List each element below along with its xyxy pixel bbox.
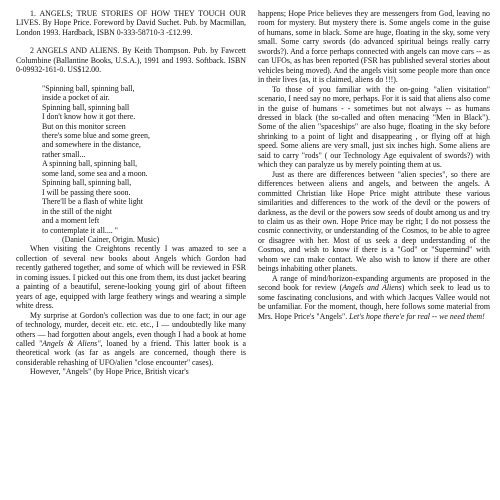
body-paragraph: happens; Hope Price believes they are messengers from God, leaving no room for mystery. But mystery there is. Some angels come in the guise of humans, some in black. Some are huge, floating in the sky, some very small. Some carry swords (do advanced spiritual beings really carry swords?). And a force perhaps connected with angels can move cars -- as can UFOs, as has been reported (FSR has published several stories about vehicles being moved). And the angels visit some people more than once in their lives (as, it is claimed, aliens do !!!). (258, 9, 490, 85)
poem-line: There'll be a flash of white light (42, 197, 143, 207)
body-paragraph: When visiting the Creightons recently I was amazed to see a collection of several new books about Angels which Gordon had recently gathered together, and some of which will be reviewed in FSR in coming issues. I picked out this one from them, its dust jacket bearing a painting of a beautiful, serene-looking young girl of about fifteen years of age, equipped with large feathery wings and wearing a simple white dress. (16, 244, 246, 311)
poem-line: But on this monitor screen (42, 121, 126, 131)
poem-line: I don't know how it got there. (42, 112, 136, 122)
book-title-italic: Angels and Aliens (342, 283, 402, 293)
body-paragraph (258, 274, 490, 321)
right-column (258, 9, 490, 321)
paragraph-text: A range of mind/horizon-expanding arguments are proposed in the second book for review ( (258, 273, 490, 293)
book-title-italic: "Angels & Aliens" (38, 338, 101, 348)
poem-credit: (Daniel Cainer, Origin. Music) (62, 234, 160, 244)
poem-line: in the still of the night (42, 206, 112, 216)
poem-line: rather small... (42, 149, 86, 159)
paragraph-text: My surprise at Gordon's collection was due to one fact; in our age of technology, murder, deceit etc. etc. etc., I — undoubtedly like many others — had forgotten about angels, even though I had a book at home called (16, 310, 246, 348)
body-paragraph: Just as there are differences between "alien species", so there are differences between aliens and angels, and between the angels. A committed Christian like Hope Price might attribute these various similarities and differences to the work of the devil or the powers of darkness, as the devil or the powers sow seeds of doubt among us and try to claim us as their own. Hope Price may be right; I do not possess the cosmic connectivity, or understanding of the Cosmos, to be able to agree or disagree with her. Most of us seek a deep understanding of the Cosmos, and wish to know if there is a "God" or "Supermind" with whom we can make contact. We also wish to know if there are other beings inhabiting other planets. (258, 169, 490, 274)
body-paragraph: To those of you familiar with the on-going "alien visitation" scenario, I need say no more, perhaps. For it is said that aliens also come in the guise of humans - - sometimes but not always -- as humans dressed in black (the so-called and often menacing "Men in Black"). Some of the alien "spaceships" are also huge, floating in the sky before shrinking to a point of light and disappearing , or flying off at high speed. Some aliens are very small, just six inches high. Some aliens are said to carry "rods" ( our Technology Age equivalent of swords?) with which they can paralyze us by merely pointing them at us. (258, 84, 490, 170)
left-column (16, 9, 246, 377)
body-paragraph (16, 311, 246, 368)
poem-quote (16, 84, 246, 245)
poem-line: Spinning ball, spinning ball (42, 102, 130, 112)
poem-line: and a moment left (42, 216, 100, 226)
paragraph-text: ) which seek to lead us to some fascinating conclusions, and with which Jacques Vallee would not be unfamiliar. For the moment, though, here follows some material from Mrs. Hope Price's "Angels". (258, 283, 490, 321)
closing-remark-italic: Let's hope there'e for real -- we need them! (349, 311, 485, 321)
body-paragraph: However, "Angels" (by Hope Price, British vicar's (30, 367, 189, 377)
poem-line: some land, some sea and a moon. (42, 168, 148, 178)
poem-line: A spinning ball, spinning ball, (42, 159, 138, 169)
poem-line: there's some blue and some green, (42, 130, 150, 140)
poem-line: to contemplate it all.... " (42, 225, 118, 235)
poem-line: I will be passing there soon. (42, 187, 131, 197)
book-reference-1: 1. ANGELS; TRUE STORIES OF HOW THEY TOUCH OUR LIVES. By Hope Price. Foreword by David Suchet. Pub. by Macmillan, London 1993. Hardback, ISBN 0-333-58710-3 -£12.99. (16, 9, 246, 37)
poem-line: inside a pocket of air. (42, 93, 110, 103)
poem-line: "Spinning ball, spinning ball, (42, 83, 135, 93)
poem-line: Spinning ball, spinning ball, (42, 178, 132, 188)
poem-line: and somewhere in the distance, (42, 140, 141, 150)
paragraph-text: , loaned by a friend. This latter book is a theoretical work (as far as angels are concerned, though there is considerable rehashing of UFO/alien "close encounter" cases). (16, 338, 246, 367)
book-reference-2: 2 ANGELS AND ALIENS. By Keith Thompson. Pub. by Fawcett Columbine (Ballantine Books, U.S.A.), 1991 and 1993. Softback. ISBN 0-09932-161-0. US$12.00. (16, 46, 246, 75)
